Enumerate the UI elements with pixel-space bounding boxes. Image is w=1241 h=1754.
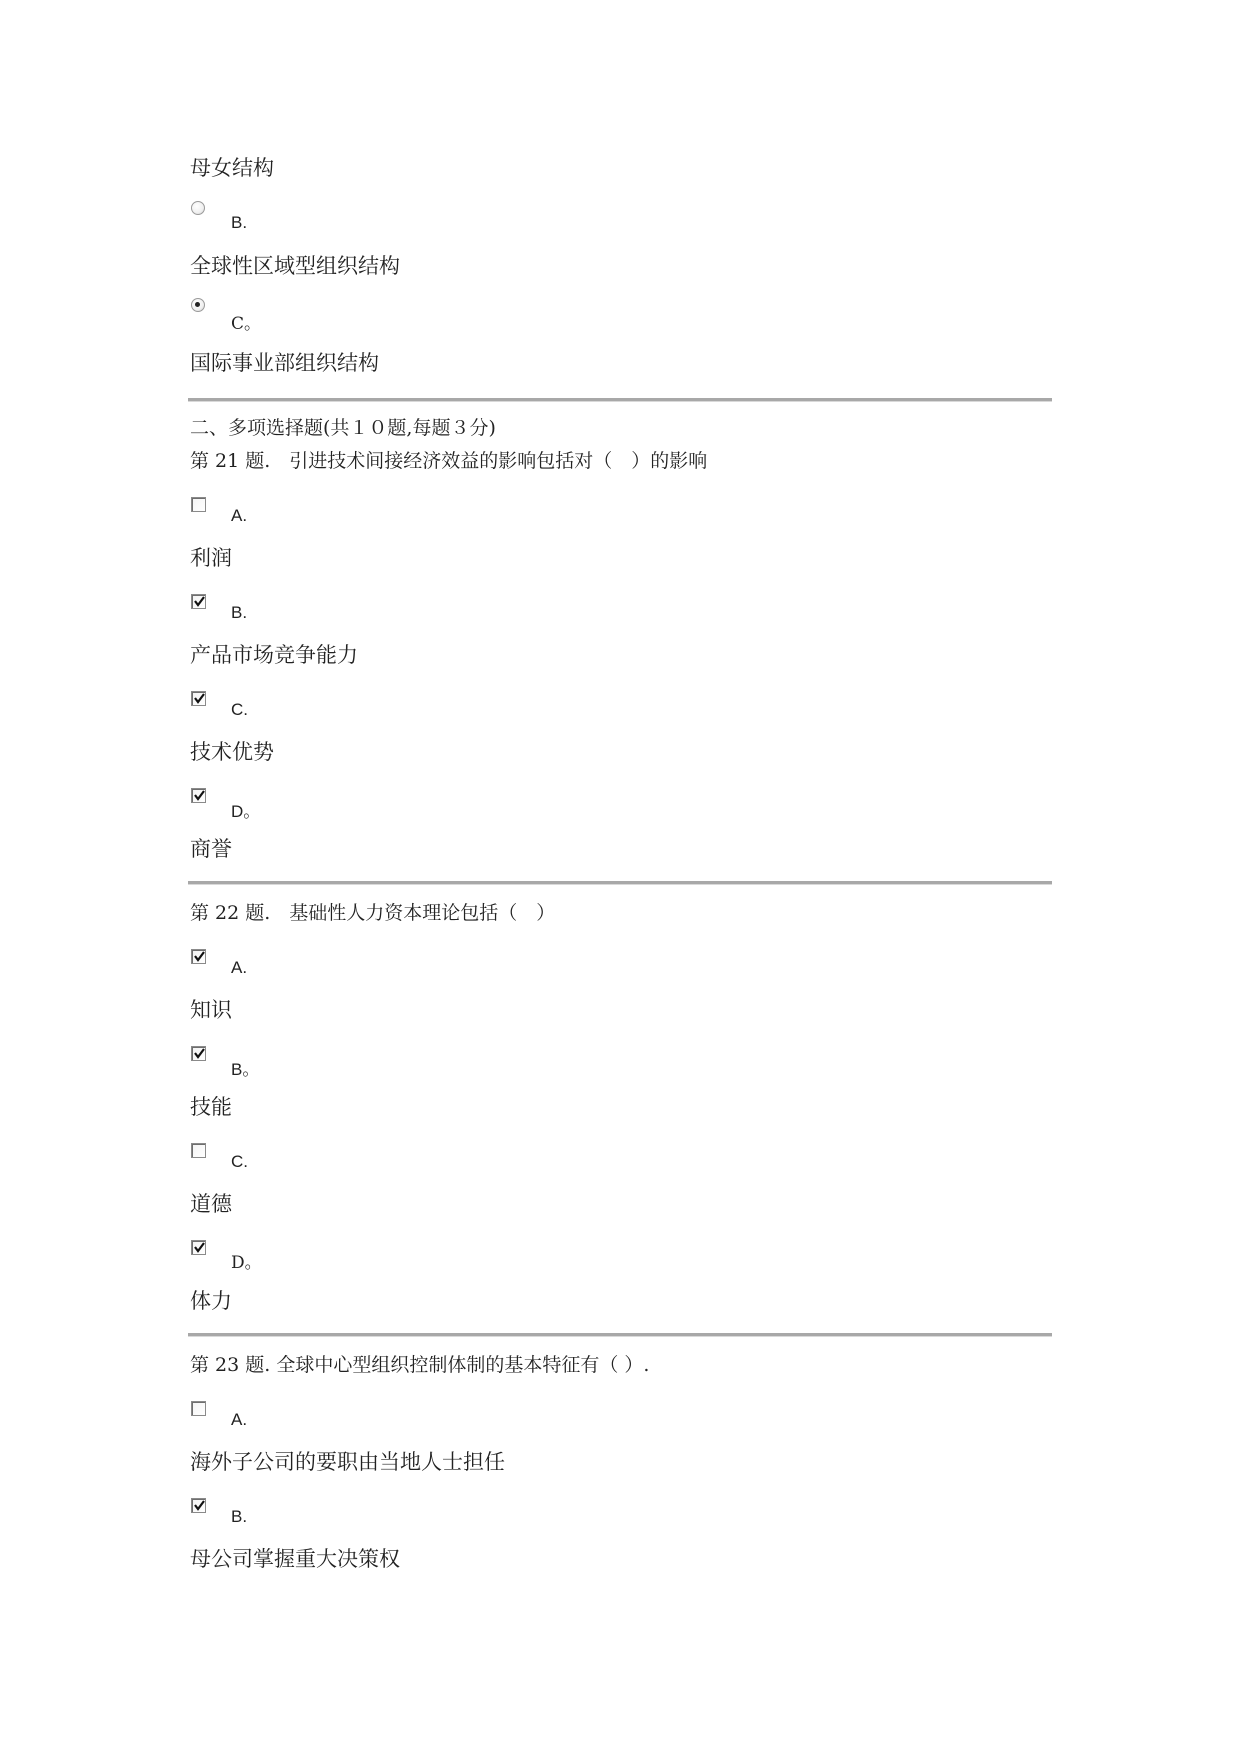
q21-a-text: 利润: [190, 546, 232, 570]
checkmark-icon: [193, 1241, 206, 1254]
checkbox-q21-d[interactable]: [191, 788, 206, 803]
checkmark-icon: [193, 692, 206, 705]
radio-option-b[interactable]: [191, 201, 205, 215]
checkbox-q22-a[interactable]: [191, 949, 206, 964]
q21-a-letter: A.: [231, 506, 248, 525]
checkbox-q21-c[interactable]: [191, 691, 206, 706]
radio-option-c[interactable]: [191, 298, 205, 312]
option-b-text: 全球性区域型组织结构: [190, 254, 400, 278]
q22-d-text: 体力: [190, 1289, 232, 1313]
section-title: 二、多项选择题(共１０题,每题３分): [190, 417, 496, 439]
question-21-title: 第 21 题. 引进技术间接经济效益的影响包括对（ ）的影响: [190, 450, 708, 472]
divider: [188, 881, 1052, 885]
q22-b-text: 技能: [190, 1095, 232, 1119]
q23-a-letter: A.: [231, 1410, 248, 1429]
q22-a-letter: A.: [231, 958, 248, 977]
question-22-title: 第 22 题. 基础性人力资本理论包括（ ）: [190, 902, 556, 924]
q21-d-text: 商誉: [190, 837, 232, 861]
checkmark-icon: [193, 595, 206, 608]
checkmark-icon: [193, 1499, 206, 1512]
checkbox-q21-a[interactable]: [191, 497, 206, 512]
divider: [188, 398, 1052, 402]
option-c-letter: C。: [231, 314, 262, 334]
divider: [188, 1333, 1052, 1337]
option-c-text: 国际事业部组织结构: [190, 351, 379, 375]
q21-b-text: 产品市场竞争能力: [190, 643, 358, 667]
checkbox-q22-d[interactable]: [191, 1240, 206, 1255]
q21-d-letter: D。: [231, 802, 261, 821]
question-23-title: 第 23 题. 全球中心型组织控制体制的基本特征有（ ）.: [190, 1354, 650, 1376]
q22-d-letter: D。: [231, 1253, 262, 1273]
checkmark-icon: [193, 789, 206, 802]
q22-a-text: 知识: [190, 998, 232, 1022]
q21-c-letter: C.: [231, 700, 248, 719]
checkbox-q21-b[interactable]: [191, 594, 206, 609]
checkbox-q22-b[interactable]: [191, 1046, 206, 1061]
q23-b-letter: B.: [231, 1507, 248, 1526]
checkmark-icon: [193, 1047, 206, 1060]
checkmark-icon: [193, 950, 206, 963]
q22-b-letter: B。: [231, 1060, 260, 1079]
option-b-letter: B.: [231, 213, 248, 232]
checkbox-q23-b[interactable]: [191, 1498, 206, 1513]
q21-b-letter: B.: [231, 603, 248, 622]
q23-b-text: 母公司掌握重大决策权: [190, 1547, 400, 1571]
q23-a-text: 海外子公司的要职由当地人士担任: [190, 1450, 505, 1474]
q21-c-text: 技术优势: [190, 740, 274, 764]
option-a-text: 母女结构: [190, 156, 274, 180]
q22-c-letter: C.: [231, 1152, 248, 1171]
checkbox-q23-a[interactable]: [191, 1401, 206, 1416]
q22-c-text: 道德: [190, 1192, 232, 1216]
checkbox-q22-c[interactable]: [191, 1143, 206, 1158]
